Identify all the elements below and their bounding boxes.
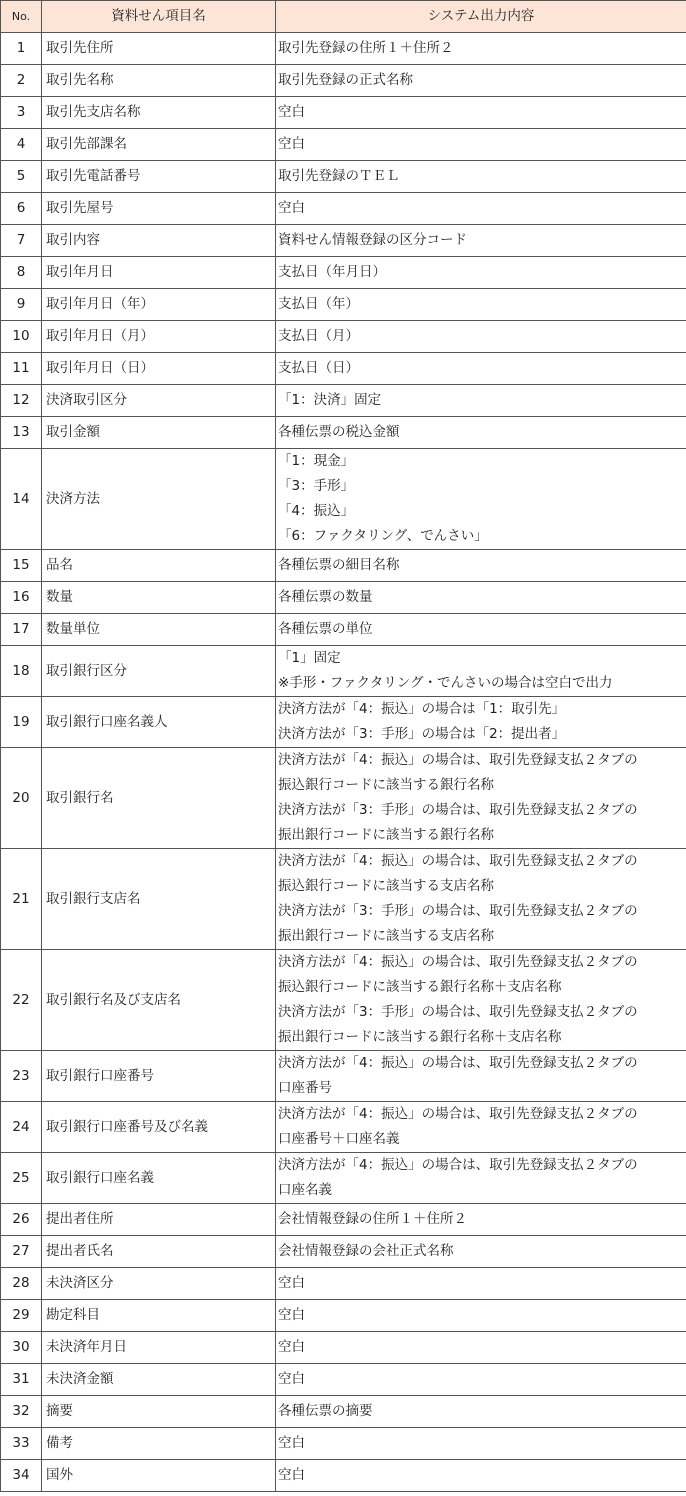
output-line: 「1：現金」: [278, 453, 355, 469]
output-line: 取引先登録の正式名称: [278, 72, 413, 88]
output-content: [276, 97, 686, 129]
output-content: [276, 257, 686, 289]
table-row: [1, 1102, 686, 1153]
output-line: 振出銀行コードに該当する銀行名称: [278, 827, 494, 843]
output-line: ※手形・ファクタリング・でんさいの場合は空白で出力: [278, 675, 613, 691]
output-content: [276, 950, 686, 1051]
output-line: 振込銀行コードに該当する銀行名称: [278, 777, 494, 793]
row-number: 4: [1, 129, 42, 161]
table-row: [1, 65, 686, 97]
item-name: 取引銀行名及び支店名: [42, 950, 276, 1051]
item-name: 取引銀行口座番号: [42, 1051, 276, 1102]
output-line: 支払日（日）: [278, 360, 359, 376]
row-number: 34: [1, 1460, 42, 1492]
table-row: [1, 97, 686, 129]
output-content: [276, 849, 686, 950]
table-row: [1, 321, 686, 353]
row-number: 18: [1, 646, 42, 697]
table-header: [1, 1, 686, 33]
row-number: 13: [1, 417, 42, 449]
output-line: 各種伝票の細目名称: [278, 557, 400, 573]
output-content: [276, 449, 686, 550]
row-number: 29: [1, 1300, 42, 1332]
row-number: 19: [1, 697, 42, 748]
table-row: [1, 697, 686, 748]
output-line: 決済方法が「4：振込」の場合は、取引先登録支払２タブの: [278, 853, 638, 869]
row-number: 31: [1, 1364, 42, 1396]
output-content: [276, 65, 686, 97]
output-content: [276, 748, 686, 849]
output-line: 各種伝票の税込金額: [278, 424, 400, 440]
output-line: 口座番号＋口座名義: [278, 1131, 400, 1147]
output-line: 「4：振込」: [278, 503, 355, 519]
item-name: 品名: [42, 550, 276, 582]
output-line: 空白: [278, 1307, 305, 1323]
output-line: 支払日（月）: [278, 328, 359, 344]
output-content: [276, 33, 686, 65]
row-number: 8: [1, 257, 42, 289]
table-row: [1, 449, 686, 550]
table-row: [1, 950, 686, 1051]
item-name: 取引銀行口座番号及び名義: [42, 1102, 276, 1153]
row-number: 30: [1, 1332, 42, 1364]
item-name: 取引金額: [42, 417, 276, 449]
table-row: [1, 257, 686, 289]
output-line: 「6：ファクタリング、でんさい」: [278, 528, 488, 544]
item-name: 取引銀行支店名: [42, 849, 276, 950]
table-row: [1, 193, 686, 225]
table-row: [1, 748, 686, 849]
output-line: 空白: [278, 1467, 305, 1483]
output-line: 支払日（年月日）: [278, 264, 386, 280]
output-line: 決済方法が「4：振込」の場合は、取引先登録支払２タブの: [278, 1106, 638, 1122]
output-line: 「1」固定: [278, 650, 341, 666]
item-name: 未決済金額: [42, 1364, 276, 1396]
table-row: [1, 161, 686, 193]
header-system-output: システム出力内容: [276, 1, 686, 33]
output-content: [276, 1364, 686, 1396]
output-content: [276, 321, 686, 353]
output-line: 空白: [278, 1339, 305, 1355]
table-row: [1, 646, 686, 697]
item-name: 取引内容: [42, 225, 276, 257]
output-line: 会社情報登録の住所１＋住所２: [278, 1211, 467, 1227]
header-row: [1, 1, 686, 33]
output-line: 取引先登録のＴＥＬ: [278, 168, 400, 184]
table-row: [1, 1153, 686, 1204]
row-number: 17: [1, 614, 42, 646]
item-name: 取引年月日（年）: [42, 289, 276, 321]
output-line: 決済方法が「3：手形」の場合は、取引先登録支払２タブの: [278, 903, 638, 919]
row-number: 14: [1, 449, 42, 550]
item-name: 決済取引区分: [42, 385, 276, 417]
row-number: 6: [1, 193, 42, 225]
table-row: [1, 385, 686, 417]
row-number: 26: [1, 1204, 42, 1236]
output-line: 決済方法が「3：手形」の場合は、取引先登録支払２タブの: [278, 802, 638, 818]
table-row: [1, 1300, 686, 1332]
item-name: 数量: [42, 582, 276, 614]
item-name: 国外: [42, 1460, 276, 1492]
output-line: 空白: [278, 200, 305, 216]
output-content: [276, 225, 686, 257]
output-content: [276, 1153, 686, 1204]
item-name: 取引銀行口座名義人: [42, 697, 276, 748]
item-name: 決済方法: [42, 449, 276, 550]
row-number: 16: [1, 582, 42, 614]
row-number: 20: [1, 748, 42, 849]
table-row: [1, 129, 686, 161]
row-number: 5: [1, 161, 42, 193]
table-row: [1, 353, 686, 385]
row-number: 7: [1, 225, 42, 257]
row-number: 27: [1, 1236, 42, 1268]
row-number: 28: [1, 1268, 42, 1300]
item-name: 取引先部課名: [42, 129, 276, 161]
output-content: [276, 1051, 686, 1102]
output-content: [276, 1300, 686, 1332]
row-number: 23: [1, 1051, 42, 1102]
table-row: [1, 849, 686, 950]
output-content: [276, 1428, 686, 1460]
output-line: 空白: [278, 1275, 305, 1291]
item-name: 取引銀行名: [42, 748, 276, 849]
output-content: [276, 1204, 686, 1236]
table-row: [1, 1364, 686, 1396]
table-row: [1, 289, 686, 321]
item-name: 取引先名称: [42, 65, 276, 97]
output-content: [276, 161, 686, 193]
output-line: 口座番号: [278, 1080, 332, 1096]
output-line: 「1：決済」固定: [278, 392, 382, 408]
row-number: 24: [1, 1102, 42, 1153]
output-line: 空白: [278, 136, 305, 152]
output-line: 決済方法が「4：振込」の場合は、取引先登録支払２タブの: [278, 1055, 638, 1071]
item-name: 取引先支店名称: [42, 97, 276, 129]
output-line: 資料せん情報登録の区分コード: [278, 232, 467, 248]
output-content: [276, 193, 686, 225]
table-row: [1, 1332, 686, 1364]
output-content: [276, 385, 686, 417]
output-line: 空白: [278, 104, 305, 120]
table-row: [1, 614, 686, 646]
row-number: 22: [1, 950, 42, 1051]
row-number: 21: [1, 849, 42, 950]
row-number: 15: [1, 550, 42, 582]
output-content: [276, 289, 686, 321]
item-name: 取引銀行区分: [42, 646, 276, 697]
item-name: 提出者氏名: [42, 1236, 276, 1268]
header-item-name: 資料せん項目名: [42, 1, 276, 33]
output-content: [276, 614, 686, 646]
item-name: 取引銀行口座名義: [42, 1153, 276, 1204]
output-content: [276, 417, 686, 449]
table-row: [1, 582, 686, 614]
table-row: [1, 417, 686, 449]
output-line: 振込銀行コードに該当する銀行名称＋支店名称: [278, 979, 562, 995]
item-name: 取引年月日: [42, 257, 276, 289]
row-number: 9: [1, 289, 42, 321]
item-name: 取引年月日（月）: [42, 321, 276, 353]
item-name: 提出者住所: [42, 1204, 276, 1236]
item-name: 勘定科目: [42, 1300, 276, 1332]
table-row: [1, 1428, 686, 1460]
header-no: No.: [1, 1, 42, 33]
output-line: 各種伝票の数量: [278, 589, 373, 605]
item-name: 未決済年月日: [42, 1332, 276, 1364]
output-line: 決済方法が「4：振込」の場合は、取引先登録支払２タブの: [278, 954, 638, 970]
output-line: 振出銀行コードに該当する支店名称: [278, 928, 494, 944]
output-content: [276, 550, 686, 582]
output-content: [276, 1332, 686, 1364]
item-name: 備考: [42, 1428, 276, 1460]
output-line: 空白: [278, 1435, 305, 1451]
output-line: 取引先登録の住所１＋住所２: [278, 40, 454, 56]
row-number: 2: [1, 65, 42, 97]
table-row: [1, 550, 686, 582]
item-name: 摘要: [42, 1396, 276, 1428]
output-line: 振出銀行コードに該当する銀行名称＋支店名称: [278, 1029, 562, 1045]
item-name: 取引先電話番号: [42, 161, 276, 193]
output-content: [276, 1102, 686, 1153]
output-content: [276, 1236, 686, 1268]
output-line: 会社情報登録の会社正式名称: [278, 1243, 454, 1259]
item-name: 取引年月日（日）: [42, 353, 276, 385]
item-name: 取引先屋号: [42, 193, 276, 225]
output-line: 各種伝票の単位: [278, 621, 373, 637]
output-content: [276, 1460, 686, 1492]
output-content: [276, 129, 686, 161]
table-row: [1, 1396, 686, 1428]
table-row: [1, 1051, 686, 1102]
row-number: 3: [1, 97, 42, 129]
output-line: 各種伝票の摘要: [278, 1403, 373, 1419]
row-number: 1: [1, 33, 42, 65]
row-number: 32: [1, 1396, 42, 1428]
output-line: 振込銀行コードに該当する支店名称: [278, 878, 494, 894]
output-content: [276, 697, 686, 748]
row-number: 25: [1, 1153, 42, 1204]
output-line: 「3：手形」: [278, 478, 355, 494]
table-row: [1, 225, 686, 257]
table-row: [1, 1268, 686, 1300]
output-content: [276, 353, 686, 385]
table-row: [1, 33, 686, 65]
table-body: [1, 33, 686, 1492]
row-number: 11: [1, 353, 42, 385]
output-line: 決済方法が「4：振込」の場合は「1：取引先」: [278, 701, 566, 717]
row-number: 12: [1, 385, 42, 417]
table-row: [1, 1236, 686, 1268]
output-line: 決済方法が「4：振込」の場合は、取引先登録支払２タブの: [278, 752, 638, 768]
output-line: 決済方法が「4：振込」の場合は、取引先登録支払２タブの: [278, 1157, 638, 1173]
output-line: 決済方法が「3：手形」の場合は、取引先登録支払２タブの: [278, 1004, 638, 1020]
item-name: 数量単位: [42, 614, 276, 646]
row-number: 33: [1, 1428, 42, 1460]
output-content: [276, 646, 686, 697]
item-name: 取引先住所: [42, 33, 276, 65]
output-content: [276, 1268, 686, 1300]
output-line: 空白: [278, 1371, 305, 1387]
row-number: 10: [1, 321, 42, 353]
table-row: [1, 1204, 686, 1236]
output-line: 決済方法が「3：手形」の場合は「2：提出者」: [278, 726, 566, 742]
output-content: [276, 1396, 686, 1428]
item-name: 未決済区分: [42, 1268, 276, 1300]
output-content: [276, 582, 686, 614]
output-line: 口座名義: [278, 1182, 332, 1198]
output-line: 支払日（年）: [278, 296, 359, 312]
table-row: [1, 1460, 686, 1492]
